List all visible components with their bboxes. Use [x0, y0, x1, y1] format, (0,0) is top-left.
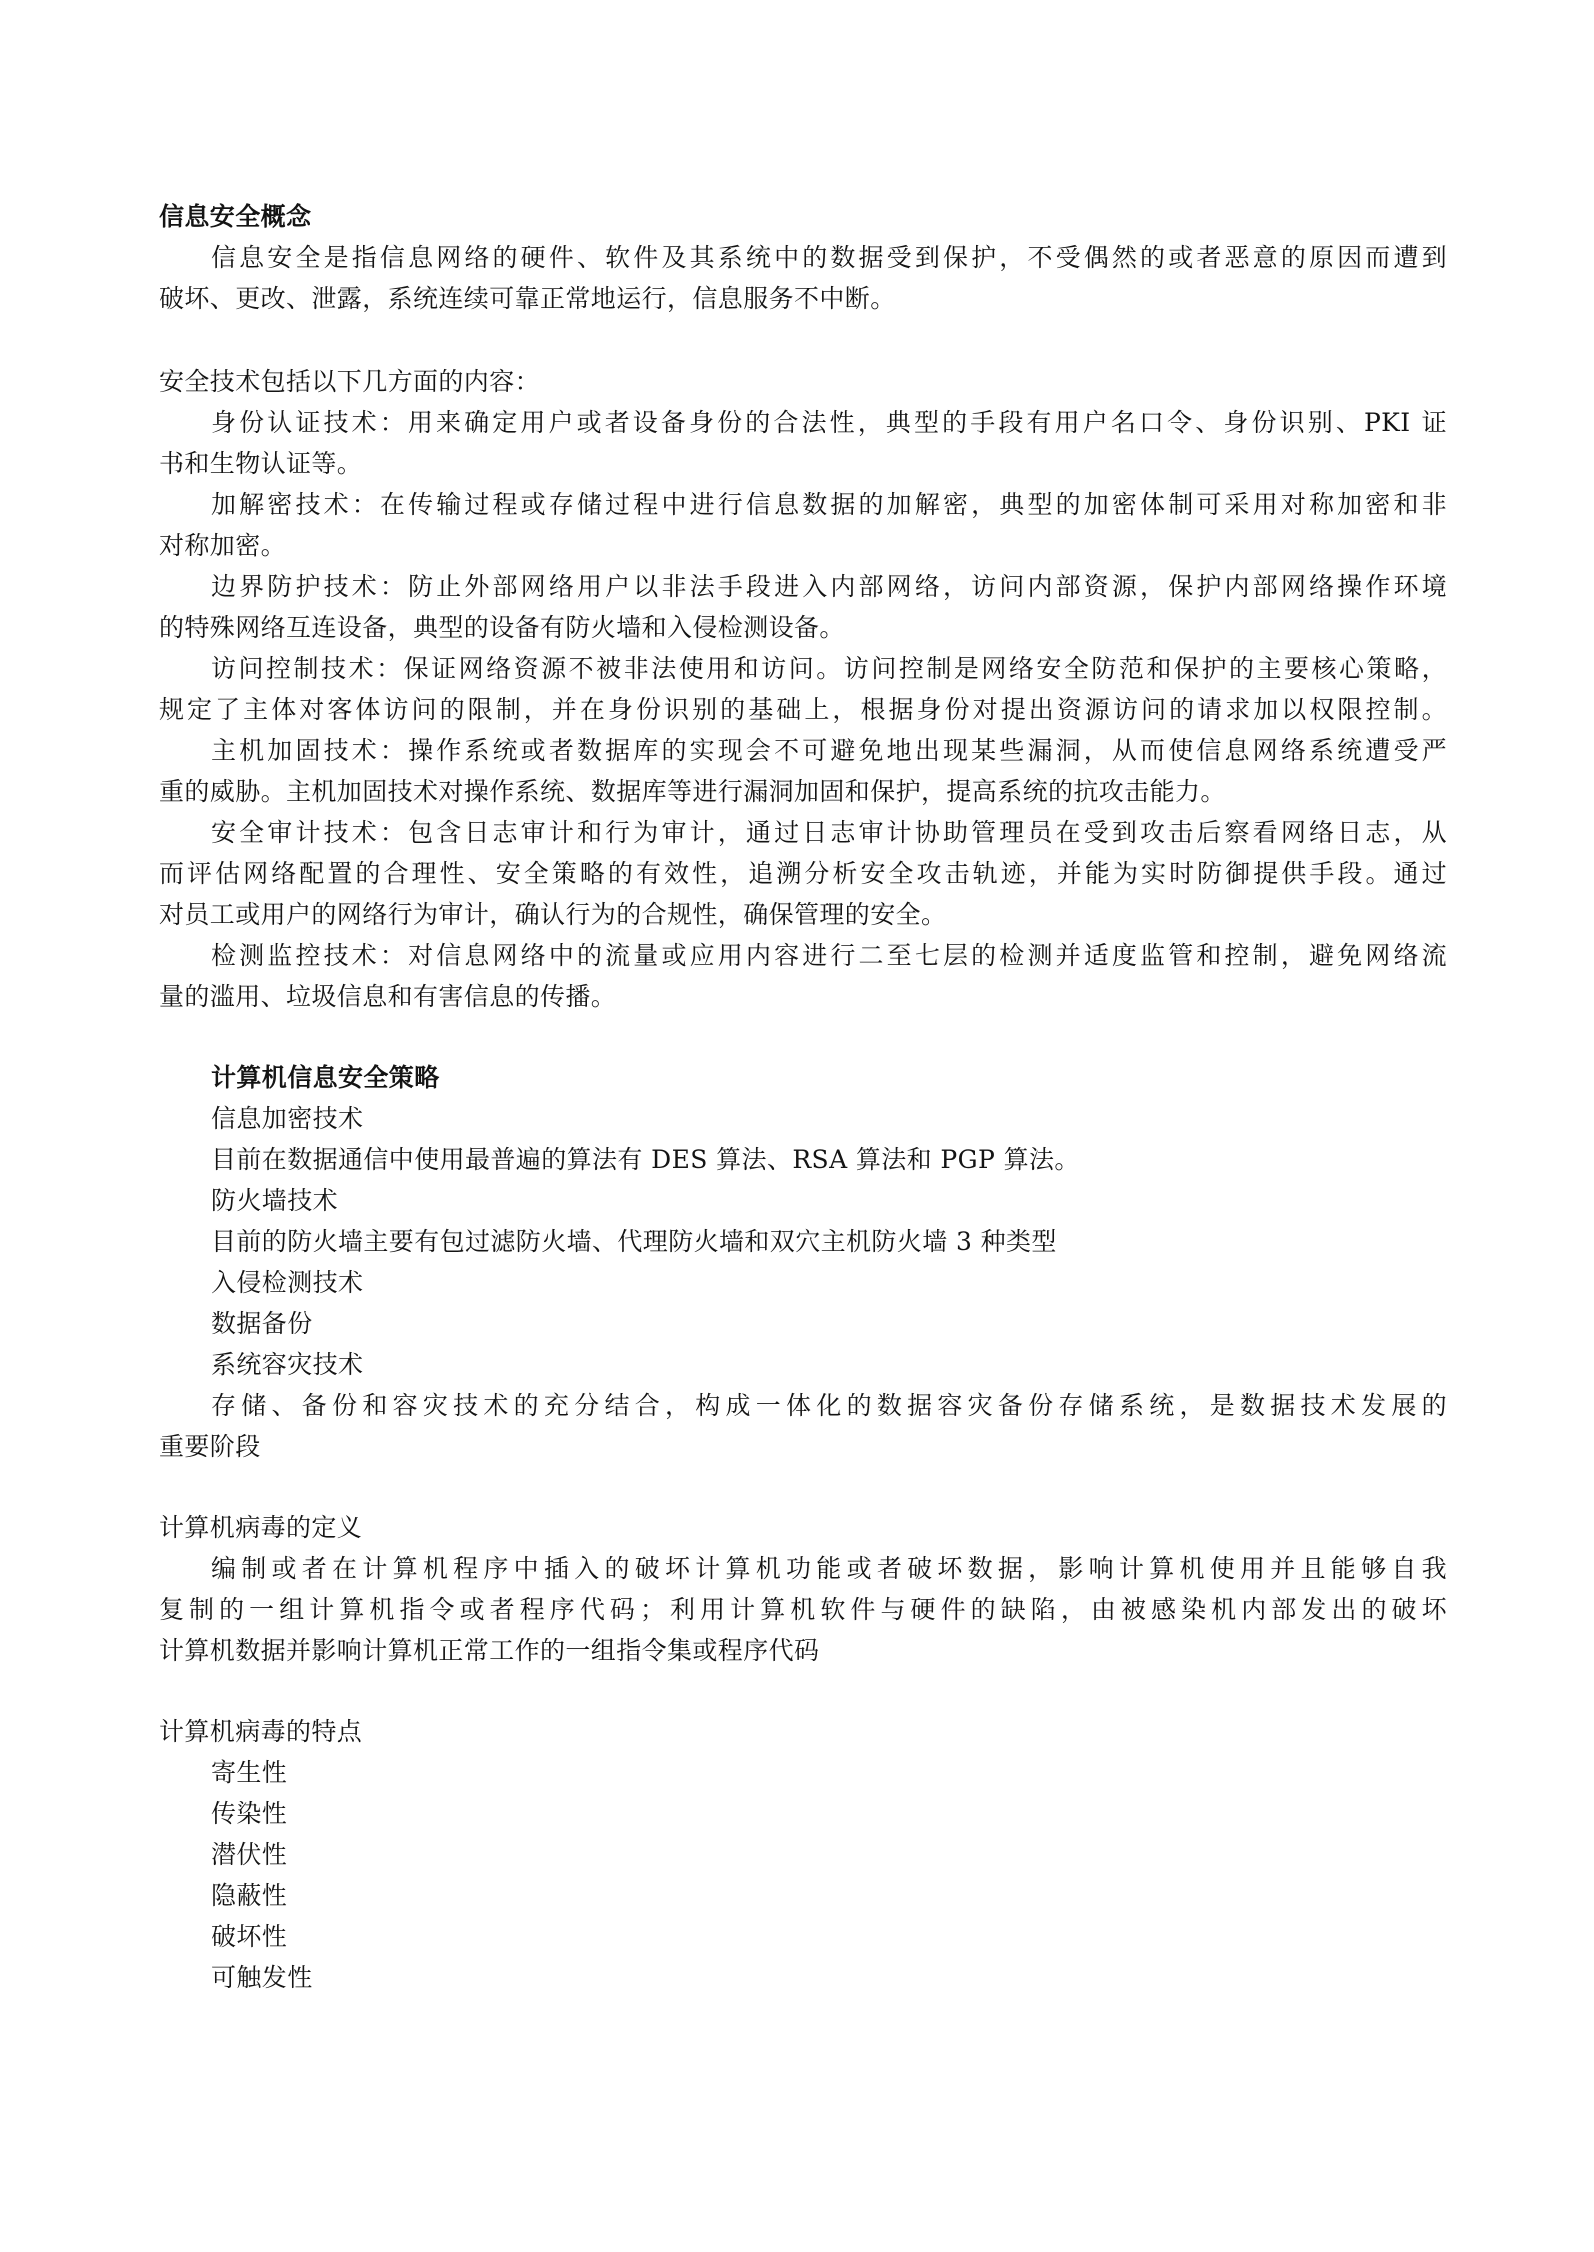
section-title-virus-definition: 计算机病毒的定义	[159, 1513, 363, 1542]
paragraph-line: 规定了主体对客体访问的限制，并在身份识别的基础上，根据身份对提出资源访问的请求加以权限控制。	[159, 695, 1447, 724]
list-item: 寄生性	[211, 1758, 288, 1787]
section-intro-security-tech: 安全技术包括以下几方面的内容：	[159, 367, 541, 396]
paragraph-line: 边界防护技术：防止外部网络用户以非法手段进入内部网络，访问内部资源，保护内部网络操作环境	[211, 572, 1447, 601]
list-item: 入侵检测技术	[211, 1268, 364, 1297]
document-page	[159, 196, 1447, 1998]
paragraph-line: 计算机数据并影响计算机正常工作的一组指令集或程序代码	[159, 1636, 820, 1665]
list-item: 目前在数据通信中使用最普遍的算法有 DES 算法、RSA 算法和 PGP 算法。	[211, 1145, 1080, 1174]
paragraph-line: 编制或者在计算机程序中插入的破坏计算机功能或者破坏数据，影响计算机使用并且能够自我	[211, 1554, 1447, 1583]
paragraph-line: 书和生物认证等。	[159, 449, 363, 478]
paragraph-line: 访问控制技术：保证网络资源不被非法使用和访问。访问控制是网络安全防范和保护的主要核心策略，	[211, 654, 1447, 683]
paragraph-line: 主机加固技术：操作系统或者数据库的实现会不可避免地出现某些漏洞，从而使信息网络系统遭受严	[211, 736, 1447, 765]
section-title-virus-characteristics: 计算机病毒的特点	[159, 1717, 363, 1746]
list-item: 目前的防火墙主要有包过滤防火墙、代理防火墙和双穴主机防火墙 3 种类型	[211, 1227, 1057, 1256]
paragraph-line: 重要阶段	[159, 1432, 261, 1461]
section-title-security-strategy: 计算机信息安全策略	[211, 1063, 440, 1092]
list-item: 系统容灾技术	[211, 1350, 364, 1379]
paragraph-line: 破坏、更改、泄露，系统连续可靠正常地运行，信息服务不中断。	[159, 284, 896, 313]
paragraph-line: 量的滥用、垃圾信息和有害信息的传播。	[159, 982, 617, 1011]
paragraph-line: 存储、备份和容灾技术的充分结合，构成一体化的数据容灾备份存储系统，是数据技术发展的	[211, 1391, 1447, 1420]
paragraph-line: 安全审计技术：包含日志审计和行为审计，通过日志审计协助管理员在受到攻击后察看网络日志，从	[211, 818, 1447, 847]
paragraph-line: 重的威胁。主机加固技术对操作系统、数据库等进行漏洞加固和保护，提高系统的抗攻击能力。	[159, 777, 1226, 806]
list-item: 信息加密技术	[211, 1104, 364, 1133]
list-item: 可触发性	[211, 1963, 313, 1992]
list-item: 潜伏性	[211, 1840, 288, 1869]
list-item: 破坏性	[211, 1922, 288, 1951]
paragraph-line: 加解密技术：在传输过程或存储过程中进行信息数据的加解密，典型的加密体制可采用对称加密和非	[211, 490, 1447, 519]
paragraph-line: 而评估网络配置的合理性、安全策略的有效性，追溯分析安全攻击轨迹，并能为实时防御提供手段。通过	[159, 859, 1447, 888]
paragraph-line: 对称加密。	[159, 531, 287, 560]
list-item: 数据备份	[211, 1309, 313, 1338]
paragraph-line: 的特殊网络互连设备，典型的设备有防火墙和入侵检测设备。	[159, 613, 845, 642]
paragraph-line: 身份认证技术：用来确定用户或者设备身份的合法性，典型的手段有用户名口令、身份识别、PKI 证	[211, 408, 1447, 437]
list-item: 隐蔽性	[211, 1881, 288, 1910]
paragraph-line: 检测监控技术：对信息网络中的流量或应用内容进行二至七层的检测并适度监管和控制，避免网络流	[211, 941, 1447, 970]
list-item: 防火墙技术	[211, 1186, 339, 1215]
paragraph-line: 对员工或用户的网络行为审计，确认行为的合规性，确保管理的安全。	[159, 900, 947, 929]
paragraph-line: 信息安全是指信息网络的硬件、软件及其系统中的数据受到保护，不受偶然的或者恶意的原因而遭到	[211, 243, 1447, 272]
paragraph-line: 复制的一组计算机指令或者程序代码；利用计算机软件与硬件的缺陷，由被感染机内部发出的破坏	[159, 1595, 1447, 1624]
list-item: 传染性	[211, 1799, 288, 1828]
section-title-info-security-concept: 信息安全概念	[159, 202, 312, 231]
